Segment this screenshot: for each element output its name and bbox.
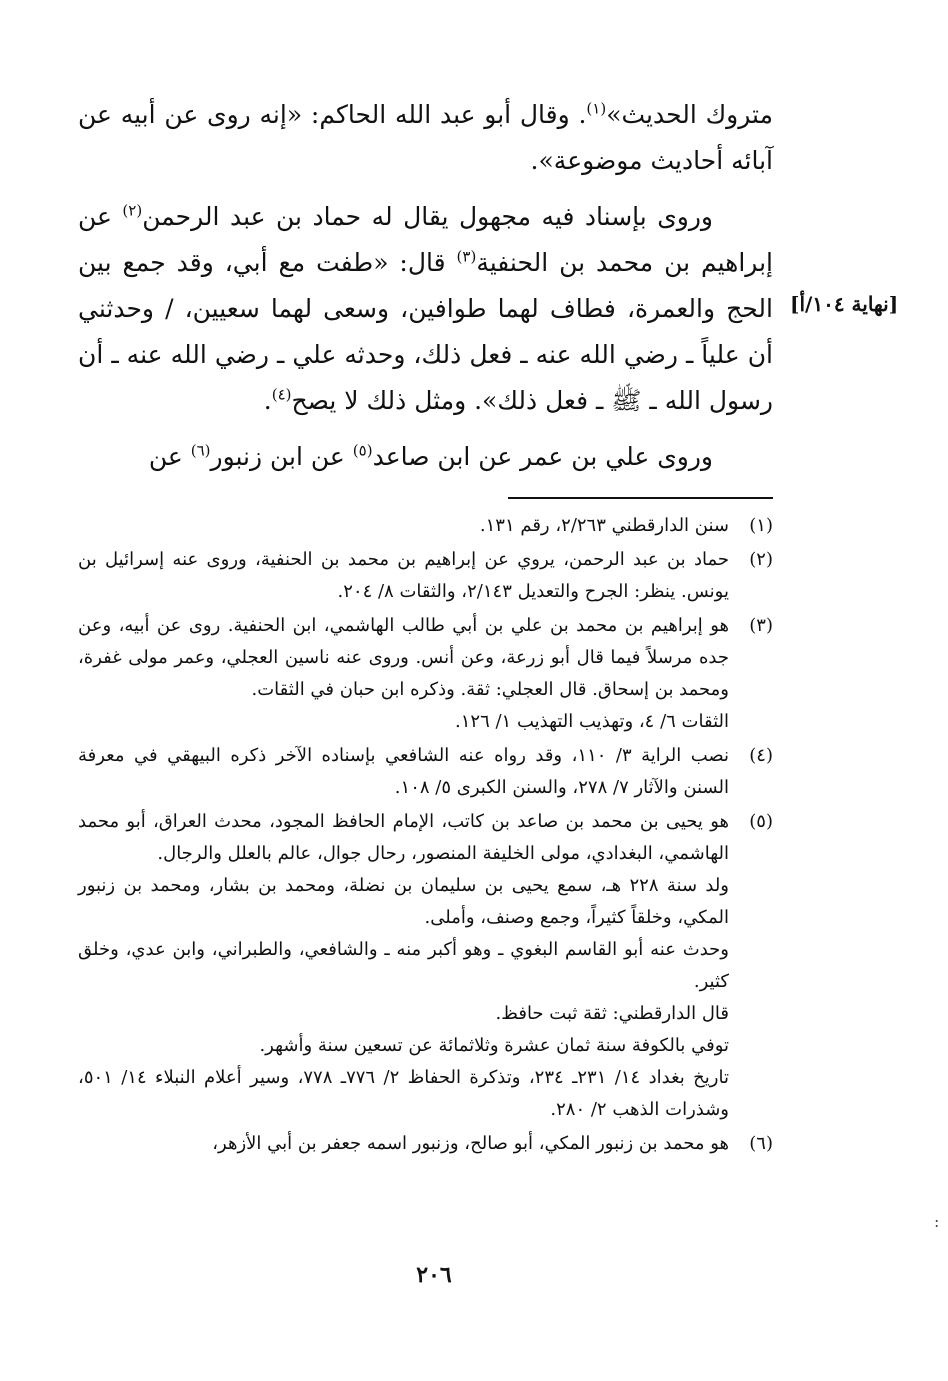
footnote-line: حماد بن عبد الرحمن، يروي عن إبراهيم بن محمد بن الحنفية، وروى عنه إسرائيل بن يونس. ينظر: الجرح والتعديل ٢/١٤٣، والثقات ٨/ ٢٠٤. [78, 549, 729, 602]
footnote-body [78, 806, 729, 1126]
footnote-5 [78, 806, 773, 1126]
footnote-line: هو يحيى بن محمد بن صاعد بن كاتب، الإمام الحافظ المجود، محدث العراق، أبو محمد الهاشمي، البغدادي، مولى الخليفة المنصور، رحال جوال، عالم بالعلل والرجال. [78, 811, 729, 864]
footnote-4 [78, 740, 773, 804]
paragraph-1 [78, 92, 773, 184]
footnote-ref-3: (٣) [456, 247, 477, 266]
footnote-line: نصب الراية ٣/ ١١٠، وقد رواه عنه الشافعي بإسناده الآخر ذكره البيهقي في معرفة السنن والآثار ٧/ ٢٧٨، والسنن الكبرى ٥/ ١٠٨. [78, 745, 729, 798]
footnote-line: هو محمد بن زنبور المكي، أبو صالح، وزنبور اسمه جعفر بن أبي الأزهر، [212, 1133, 729, 1154]
footnote-ref-2: (٢) [122, 201, 143, 220]
paragraph-2 [78, 194, 773, 424]
paragraph-3-text-a: وروى علي بن عمر عن ابن صاعد [372, 442, 713, 471]
paragraph-2-text-d: . [263, 386, 272, 415]
footnote-number: (٤) [749, 745, 773, 766]
footnote-line: الثقات ٦/ ٤، وتهذيب التهذيب ١/ ١٢٦. [455, 711, 729, 732]
edge-mark: : [934, 1212, 940, 1231]
footnote-separator [508, 497, 773, 499]
footnote-ref-1: (١) [586, 99, 607, 118]
footnote-number: (١) [749, 515, 773, 536]
paragraph-2-text-c: قال: «طفت مع أبي، وقد جمع بين الحج والعمرة، فطاف لهما طوافين، وسعى لهما سعيين، / وحدثني أن علياً ـ رضي الله عنه ـ فعل ذلك، وحدثه علي ـ رضي الله عنه ـ أن رسول الله ـ ﷺ ـ فعل ذلك». ومثل ذلك لا يصح [78, 248, 773, 415]
page-number: ٢٠٦ [416, 1262, 452, 1288]
footnote-body [78, 610, 729, 738]
footnote-number: (٣) [749, 615, 773, 636]
footnote-line: ولد سنة ٢٢٨ هـ، سمع يحيى بن سليمان بن نضلة، ومحمد بن بشار، ومحمد بن زنبور المكي، وخلقاً كثيراً، وجمع وصنف، وأملى. [78, 875, 730, 928]
paragraph-3-text-b: عن ابن زنبور [210, 442, 353, 471]
paragraph-3-text-c: عن [148, 442, 191, 471]
paragraph-1-text-a: متروك الحديث» [606, 100, 773, 129]
margin-note: [نهاية ١٠٤/أ] [790, 292, 899, 316]
footnote-line: قال الدارقطني: ثقة ثبت حافظ. [495, 1003, 729, 1024]
main-text [78, 92, 773, 490]
footnote-body [78, 544, 729, 608]
footnote-line: هو إبراهيم بن محمد بن علي بن أبي طالب الهاشمي، ابن الحنفية. روى عن أبيه، وعن جده مرسلاً فيما قال أبو زرعة، وعن أنس. وروى عنه ناسين العجلي، وعمر مولى غفرة، ومحمد بن إسحاق. قال العجلي: ثقة. وذكره ابن حبان في الثقات. [78, 615, 730, 700]
footnote-3 [78, 610, 773, 738]
footnote-ref-5: (٥) [352, 441, 373, 460]
footnote-body [78, 510, 729, 542]
footnote-number: (٦) [749, 1133, 773, 1154]
footnote-ref-6: (٦) [190, 441, 211, 460]
footnote-number: (٢) [749, 549, 773, 570]
footnote-ref-4: (٤) [271, 385, 292, 404]
footnote-1 [78, 510, 773, 542]
footnote-6 [78, 1128, 773, 1160]
paragraph-3 [78, 434, 773, 480]
footnote-line: سنن الدارقطني ٢/٢٦٣، رقم ١٣١. [479, 515, 729, 536]
footnote-line: توفي بالكوفة سنة ثمان عشرة وثلاثمائة عن تسعين سنة وأشهر. [259, 1035, 729, 1056]
paragraph-2-text-a: وروى بإسناد فيه مجهول يقال له حماد بن عبد الرحمن [142, 202, 713, 231]
footnote-body [78, 1128, 729, 1160]
footnote-line: تاريخ بغداد ١٤/ ٢٣١ـ ٢٣٤، وتذكرة الحفاظ ٢/ ٧٧٦ـ ٧٧٨، وسير أعلام النبلاء ١٤/ ٥٠١، وشذرات الذهب ٢/ ٢٨٠. [78, 1067, 729, 1120]
footnote-line: وحدث عنه أبو القاسم البغوي ـ وهو أكبر منه ـ والشافعي، والطبراني، وابن عدي، وخلق كثير. [78, 939, 729, 992]
paragraph-1-text-b: . وقال أبو عبد الله الحاكم: «إنه روى عن أبيه عن آبائه أحاديث موضوعة». [78, 100, 773, 175]
footnotes [78, 510, 773, 1162]
footnote-number: (٥) [749, 811, 773, 832]
footnote-body [78, 740, 729, 804]
footnote-2 [78, 544, 773, 608]
paragraph-2-text-b: عن إبراهيم بن محمد بن الحنفية [78, 202, 774, 277]
